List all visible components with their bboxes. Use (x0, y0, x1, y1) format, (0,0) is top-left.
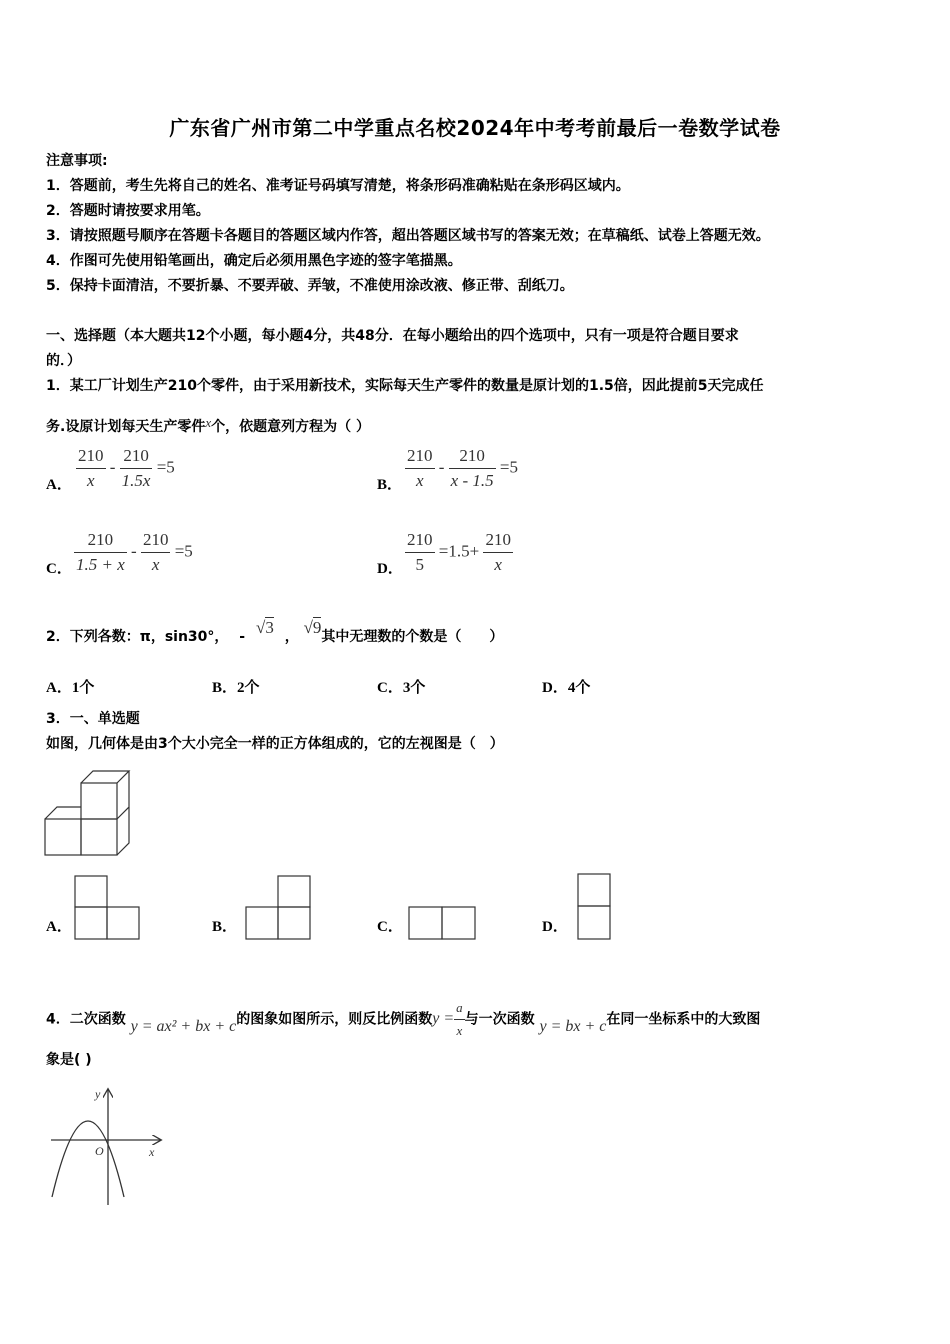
q1-a-den2: 1.5x (121, 471, 151, 490)
note-item-2: 2．答题时请按要求用笔。 (46, 203, 210, 219)
graph-x-label: x (149, 1145, 155, 1159)
page-title: 广东省广州市第二中学重点名校2024年中考考前最后一卷数学试卷 (169, 116, 781, 140)
q4-eq2-lhs: y = (432, 1010, 455, 1028)
q1-option-b-label: B． (377, 477, 403, 493)
note-item-1: 1．答题前，考生先将自己的姓名、准考证号码填写清楚，将条形码准确粘贴在条形码区域内。 (46, 178, 630, 194)
q3-option-c-figure (408, 906, 476, 940)
q2-comma: ， (284, 629, 299, 645)
q1-d-mid: =1.5+ (438, 541, 480, 561)
q3-option-a-label: A． (46, 919, 72, 935)
q1-option-d-formula (405, 530, 513, 575)
q1-stem-line2 (46, 414, 370, 436)
q1-a-op: - (109, 457, 116, 477)
q2-option-a: A．1个 (46, 680, 95, 696)
q1-c-op: - (131, 541, 137, 561)
notes-heading: 注意事项: (46, 153, 108, 169)
section1-line1: 一、选择题（本大题共12个小题，每小题4分，共48分．在每小题给出的四个选项中，只有一项是符合题目要求 (46, 328, 739, 344)
note-item-4: 4．作图可先使用铅笔画出，确定后必须用黑色字迹的签字笔描黑。 (46, 253, 462, 269)
q1-stem-line2b: 个，依题意列方程为（ ） (211, 419, 370, 435)
q1-c-num1: 210 (74, 530, 127, 553)
q3-option-b-label: B． (212, 919, 238, 935)
sqrt-icon: √ (255, 618, 266, 637)
q1-stem-line2a: 务.设原计划每天生产零件 (46, 419, 206, 435)
q4-stem-a: 4．二次函数 (46, 1011, 126, 1028)
q1-option-c-label: C． (46, 561, 72, 577)
q1-b-den2: x - 1.5 (450, 471, 494, 490)
q3-option-c-label: C． (377, 919, 403, 935)
q1-b-op: - (438, 457, 445, 477)
q1-d-den2: x (494, 555, 502, 574)
q1-d-num1: 210 (405, 530, 435, 553)
q3-option-b-figure (245, 875, 311, 941)
q4-eq2-den: x (456, 1023, 463, 1038)
q1-a-rhs: =5 (156, 457, 175, 477)
section1-line2: 的．） (46, 353, 81, 369)
note-item-5: 5．保持卡面清洁，不要折暴、不要弄破、弄皱，不准使用涂改液、修正带、刮纸刀。 (46, 278, 574, 294)
q1-d-den1: 5 (415, 555, 424, 574)
q3-option-d-label: D． (542, 919, 568, 935)
q1-b-num2: 210 (449, 446, 496, 469)
q4-stem-d: 在同一坐标系中的大致图 (606, 1011, 761, 1028)
q2-stem-b: 其中无理数的个数是（ ） (321, 629, 504, 645)
q1-option-c-formula (74, 530, 193, 575)
q1-b-den1: x (415, 471, 424, 490)
q1-d-num2: 210 (483, 530, 513, 553)
q2-option-d: D．4个 (542, 680, 591, 696)
q1-a-den1: x (86, 471, 95, 490)
q1-var-x: x (205, 415, 212, 430)
graph-y-label: y (95, 1087, 101, 1101)
q1-c-num2: 210 (141, 530, 171, 553)
q1-a-num1: 210 (76, 446, 106, 469)
q2-sqrt9: √9 (303, 618, 322, 637)
q4-eq2 (432, 999, 464, 1040)
q4-stem-c: 与一次函数 (464, 1011, 535, 1028)
cube-figure (44, 770, 134, 860)
q1-b-num1: 210 (405, 446, 435, 469)
sqrt-icon: √ (303, 618, 313, 637)
q4-eq2-num: a (454, 999, 465, 1020)
q4-stem-line2: 象是( ) (46, 1052, 92, 1068)
q1-option-b-formula (405, 446, 518, 491)
q2-sqrt3: √3 (255, 618, 274, 637)
q2-stem (46, 618, 504, 646)
q4-stem-line1 (46, 999, 760, 1040)
q2-neg: - (239, 629, 246, 645)
q1-stem-line1: 1．某工厂计划生产210个零件，由于采用新技术，实际每天生产零件的数量是原计划的1.5倍，因此提前5天完成任 (46, 378, 764, 394)
q1-b-rhs: =5 (499, 457, 518, 477)
graph-origin-label: O (95, 1144, 104, 1158)
q1-c-rhs: =5 (174, 541, 193, 561)
q4-stem-b: 的图象如图所示，则反比例函数 (236, 1011, 433, 1028)
q2-option-c: C．3个 (377, 680, 426, 696)
q1-option-a-formula (76, 446, 175, 491)
parabola-graph (48, 1085, 166, 1210)
q3-stem: 如图，几何体是由3个大小完全一样的正方体组成的，它的左视图是（ ） (46, 736, 504, 752)
q1-a-num2: 210 (120, 446, 153, 469)
q4-eq1: y = ax² + bx + c (130, 1017, 237, 1035)
q1-option-a-label: A． (46, 477, 72, 493)
q3-heading: 3．一、单选题 (46, 711, 140, 727)
q4-eq3: y = bx + c (539, 1017, 607, 1035)
q1-c-den1: 1.5 + x (76, 555, 125, 574)
q1-option-d-label: D． (377, 561, 403, 577)
q3-option-d-figure (577, 873, 611, 941)
q3-option-a-figure (74, 875, 140, 941)
q2-stem-a: 2．下列各数：π，sin30°， (46, 629, 229, 645)
q2-option-b: B．2个 (212, 680, 260, 696)
q1-c-den2: x (151, 555, 160, 574)
note-item-3: 3．请按照题号顺序在答题卡各题目的答题区域内作答，超出答题区域书写的答案无效；在草稿纸、试卷上答题无效。 (46, 228, 770, 244)
